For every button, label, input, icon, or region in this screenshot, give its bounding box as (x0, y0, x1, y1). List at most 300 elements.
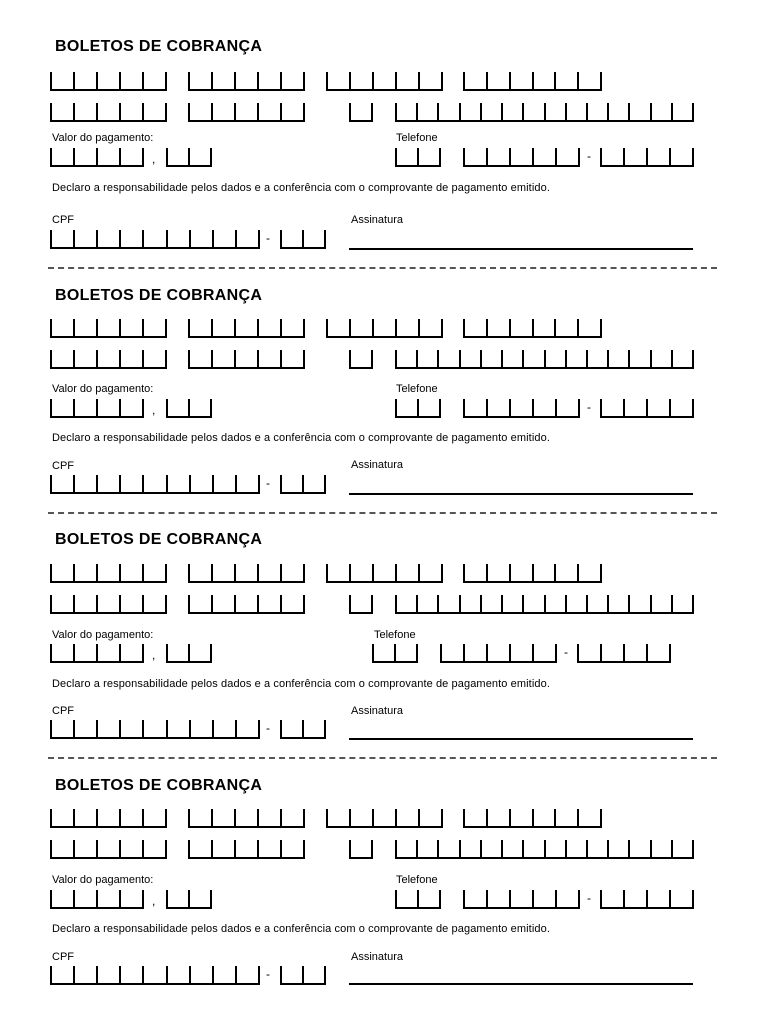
valor-cents-field[interactable] (166, 148, 212, 167)
box-divider (565, 840, 567, 857)
box-divider (50, 840, 52, 857)
box-divider (522, 595, 524, 612)
box-divider (142, 148, 144, 165)
box-divider (522, 840, 524, 857)
box-divider (600, 399, 602, 416)
box-divider (692, 399, 694, 416)
box-divider (600, 564, 602, 581)
code-field-4[interactable] (463, 564, 602, 583)
box-divider (586, 103, 588, 120)
box-divider (212, 475, 214, 492)
form-title: BOLETOS DE COBRANÇA (55, 531, 263, 548)
box-divider (280, 564, 282, 581)
box-divider (166, 966, 168, 983)
box-divider (96, 809, 98, 826)
box-divider (50, 319, 52, 336)
box-divider (73, 890, 75, 907)
box-divider (280, 809, 282, 826)
box-divider (50, 399, 52, 416)
cpf-label: CPF (52, 214, 74, 226)
form-title: BOLETOS DE COBRANÇA (55, 287, 263, 304)
code-field-5[interactable] (50, 103, 167, 122)
box-divider (623, 644, 625, 661)
cpf-digit-field[interactable] (280, 720, 326, 739)
telefone-suffix-field[interactable] (600, 148, 694, 167)
code-field-7[interactable] (349, 595, 373, 614)
box-divider (280, 840, 282, 857)
code-field-7[interactable] (349, 350, 373, 369)
box-divider (234, 809, 236, 826)
box-divider (577, 644, 579, 661)
box-divider (544, 103, 546, 120)
telefone-prefix-field[interactable] (463, 890, 580, 909)
code-field-8[interactable] (395, 840, 694, 859)
box-divider (165, 72, 167, 89)
box-divider (303, 350, 305, 367)
box-divider (417, 890, 419, 907)
telefone-ddd-field[interactable] (372, 644, 418, 663)
box-divider (623, 399, 625, 416)
box-divider (142, 72, 144, 89)
box-divider (349, 72, 351, 89)
box-divider (50, 595, 52, 612)
box-divider (50, 644, 52, 661)
box-divider (372, 72, 374, 89)
box-divider (235, 720, 237, 737)
box-divider (165, 319, 167, 336)
box-divider (211, 840, 213, 857)
box-divider (119, 399, 121, 416)
telefone-prefix-field[interactable] (440, 644, 557, 663)
box-divider (302, 720, 304, 737)
box-divider (166, 644, 168, 661)
box-divider (509, 564, 511, 581)
code-field-2[interactable] (188, 809, 305, 828)
code-field-4[interactable] (463, 319, 602, 338)
box-divider (326, 564, 328, 581)
box-divider (119, 475, 121, 492)
code-field-6[interactable] (188, 840, 305, 859)
box-divider (554, 319, 556, 336)
box-divider (142, 966, 144, 983)
code-field-8[interactable] (395, 595, 694, 614)
box-divider (486, 148, 488, 165)
code-field-5[interactable] (50, 350, 167, 369)
box-divider (211, 350, 213, 367)
box-divider (600, 809, 602, 826)
box-divider (600, 319, 602, 336)
telefone-ddd-field[interactable] (395, 148, 441, 167)
code-field-3[interactable] (326, 564, 443, 583)
box-divider (544, 595, 546, 612)
box-divider (441, 809, 443, 826)
box-divider (440, 644, 442, 661)
box-divider (532, 890, 534, 907)
box-divider (509, 644, 511, 661)
box-divider (73, 103, 75, 120)
box-divider (600, 72, 602, 89)
box-divider (96, 720, 98, 737)
valor-comma: , (152, 403, 156, 417)
box-divider (394, 644, 396, 661)
telefone-prefix-field[interactable] (463, 399, 580, 418)
box-divider (692, 890, 694, 907)
valor-label: Valor do pagamento: (52, 629, 154, 641)
valor-integer-field[interactable] (50, 890, 144, 909)
box-divider (142, 564, 144, 581)
valor-integer-field[interactable] (50, 399, 144, 418)
valor-cents-field[interactable] (166, 644, 212, 663)
box-divider (565, 103, 567, 120)
box-divider (418, 564, 420, 581)
cpf-field[interactable] (50, 230, 260, 249)
box-divider (165, 350, 167, 367)
box-divider (235, 966, 237, 983)
box-divider (486, 72, 488, 89)
box-divider (119, 103, 121, 120)
box-divider (554, 564, 556, 581)
box-divider (165, 564, 167, 581)
box-divider (417, 148, 419, 165)
valor-label: Valor do pagamento: (52, 132, 154, 144)
assinatura-label: Assinatura (351, 459, 403, 471)
box-divider (480, 595, 482, 612)
code-field-3[interactable] (326, 319, 443, 338)
code-field-3[interactable] (326, 72, 443, 91)
assinatura-label: Assinatura (351, 214, 403, 226)
cpf-digit-field[interactable] (280, 966, 326, 985)
box-divider (501, 103, 503, 120)
box-divider (50, 890, 52, 907)
code-field-1[interactable] (50, 809, 167, 828)
box-divider (437, 595, 439, 612)
telefone-label: Telefone (396, 132, 438, 144)
cpf-label: CPF (52, 705, 74, 717)
box-divider (326, 72, 328, 89)
valor-label: Valor do pagamento: (52, 383, 154, 395)
box-divider (372, 564, 374, 581)
code-field-6[interactable] (188, 103, 305, 122)
box-divider (555, 148, 557, 165)
box-divider (577, 564, 579, 581)
box-divider (439, 890, 441, 907)
code-field-1[interactable] (50, 319, 167, 338)
box-divider (188, 103, 190, 120)
box-divider (235, 475, 237, 492)
signature-line[interactable] (349, 983, 693, 985)
box-divider (188, 595, 190, 612)
box-divider (303, 809, 305, 826)
box-divider (188, 890, 190, 907)
code-field-2[interactable] (188, 72, 305, 91)
box-divider (372, 809, 374, 826)
box-divider (280, 319, 282, 336)
box-divider (607, 595, 609, 612)
box-divider (650, 103, 652, 120)
box-divider (586, 350, 588, 367)
box-divider (439, 148, 441, 165)
code-field-5[interactable] (50, 840, 167, 859)
box-divider (303, 319, 305, 336)
cpf-label: CPF (52, 951, 74, 963)
box-divider (349, 840, 351, 857)
box-divider (501, 595, 503, 612)
box-divider (96, 644, 98, 661)
box-divider (669, 644, 671, 661)
box-divider (188, 72, 190, 89)
box-divider (416, 644, 418, 661)
box-divider (258, 966, 260, 983)
box-divider (188, 399, 190, 416)
box-divider (646, 148, 648, 165)
box-divider (258, 720, 260, 737)
box-divider (349, 350, 351, 367)
box-divider (119, 72, 121, 89)
code-field-6[interactable] (188, 350, 305, 369)
box-divider (96, 890, 98, 907)
box-divider (257, 319, 259, 336)
telefone-suffix-field[interactable] (600, 890, 694, 909)
box-divider (50, 103, 52, 120)
box-divider (509, 72, 511, 89)
box-divider (416, 595, 418, 612)
code-field-4[interactable] (463, 72, 602, 91)
box-divider (486, 564, 488, 581)
box-divider (50, 809, 52, 826)
valor-label: Valor do pagamento: (52, 874, 154, 886)
code-field-8[interactable] (395, 103, 694, 122)
box-divider (371, 103, 373, 120)
box-divider (509, 148, 511, 165)
box-divider (73, 72, 75, 89)
box-divider (509, 399, 511, 416)
box-divider (441, 564, 443, 581)
box-divider (395, 350, 397, 367)
cpf-dash: - (266, 721, 270, 735)
valor-cents-field[interactable] (166, 890, 212, 909)
box-divider (210, 644, 212, 661)
code-field-8[interactable] (395, 350, 694, 369)
box-divider (119, 230, 121, 247)
box-divider (416, 350, 418, 367)
box-divider (628, 350, 630, 367)
box-divider (554, 809, 556, 826)
box-divider (578, 399, 580, 416)
box-divider (607, 350, 609, 367)
box-divider (326, 319, 328, 336)
box-divider (463, 890, 465, 907)
code-field-2[interactable] (188, 319, 305, 338)
box-divider (211, 319, 213, 336)
box-divider (234, 103, 236, 120)
code-field-2[interactable] (188, 564, 305, 583)
box-divider (188, 350, 190, 367)
box-divider (119, 319, 121, 336)
box-divider (692, 350, 694, 367)
box-divider (142, 399, 144, 416)
box-divider (650, 350, 652, 367)
box-divider (212, 720, 214, 737)
code-field-7[interactable] (349, 103, 373, 122)
code-field-1[interactable] (50, 564, 167, 583)
valor-comma: , (152, 648, 156, 662)
box-divider (73, 350, 75, 367)
box-divider (96, 103, 98, 120)
box-divider (324, 475, 326, 492)
cpf-digit-field[interactable] (280, 230, 326, 249)
valor-integer-field[interactable] (50, 148, 144, 167)
box-divider (142, 475, 144, 492)
box-divider (142, 644, 144, 661)
telefone-ddd-field[interactable] (395, 890, 441, 909)
boleto-form-1 (0, 0, 768, 246)
box-divider (371, 840, 373, 857)
telefone-dash: - (564, 645, 568, 659)
box-divider (50, 350, 52, 367)
box-divider (96, 966, 98, 983)
valor-integer-field[interactable] (50, 644, 144, 663)
box-divider (577, 72, 579, 89)
box-divider (509, 319, 511, 336)
cpf-field[interactable] (50, 720, 260, 739)
telefone-label: Telefone (396, 874, 438, 886)
box-divider (280, 720, 282, 737)
box-divider (441, 72, 443, 89)
box-divider (463, 809, 465, 826)
code-field-3[interactable] (326, 809, 443, 828)
code-field-7[interactable] (349, 840, 373, 859)
box-divider (669, 890, 671, 907)
box-divider (395, 890, 397, 907)
box-divider (280, 350, 282, 367)
telefone-prefix-field[interactable] (463, 148, 580, 167)
box-divider (73, 644, 75, 661)
box-divider (578, 148, 580, 165)
box-divider (234, 72, 236, 89)
box-divider (234, 840, 236, 857)
box-divider (463, 72, 465, 89)
box-divider (119, 644, 121, 661)
box-divider (257, 103, 259, 120)
box-divider (50, 230, 52, 247)
valor-cents-field[interactable] (166, 399, 212, 418)
box-divider (349, 809, 351, 826)
telefone-suffix-field[interactable] (577, 644, 671, 663)
box-divider (119, 595, 121, 612)
box-divider (586, 840, 588, 857)
box-divider (73, 840, 75, 857)
cpf-field[interactable] (50, 475, 260, 494)
code-field-5[interactable] (50, 595, 167, 614)
box-divider (96, 595, 98, 612)
box-divider (257, 809, 259, 826)
box-divider (96, 148, 98, 165)
box-divider (165, 809, 167, 826)
box-divider (395, 399, 397, 416)
box-divider (188, 319, 190, 336)
box-divider (395, 319, 397, 336)
box-divider (554, 72, 556, 89)
box-divider (165, 595, 167, 612)
box-divider (509, 890, 511, 907)
box-divider (532, 399, 534, 416)
assinatura-label: Assinatura (351, 951, 403, 963)
telefone-ddd-field[interactable] (395, 399, 441, 418)
box-divider (532, 148, 534, 165)
box-divider (96, 564, 98, 581)
box-divider (188, 809, 190, 826)
declaration-text: Declaro a responsabilidade pelos dados e a conferência com o comprovante de pagamento emitido. (52, 182, 550, 194)
box-divider (119, 350, 121, 367)
box-divider (50, 475, 52, 492)
box-divider (600, 148, 602, 165)
box-divider (73, 230, 75, 247)
assinatura-label: Assinatura (351, 705, 403, 717)
box-divider (165, 840, 167, 857)
boleto-form-4 (0, 740, 768, 986)
box-divider (234, 319, 236, 336)
box-divider (96, 319, 98, 336)
box-divider (73, 595, 75, 612)
box-divider (257, 564, 259, 581)
code-field-4[interactable] (463, 809, 602, 828)
box-divider (73, 399, 75, 416)
box-divider (372, 319, 374, 336)
box-divider (73, 564, 75, 581)
box-divider (50, 720, 52, 737)
box-divider (119, 966, 121, 983)
code-field-1[interactable] (50, 72, 167, 91)
box-divider (234, 350, 236, 367)
box-divider (418, 809, 420, 826)
box-divider (210, 890, 212, 907)
box-divider (671, 103, 673, 120)
box-divider (326, 809, 328, 826)
box-divider (395, 595, 397, 612)
code-field-6[interactable] (188, 595, 305, 614)
box-divider (577, 319, 579, 336)
box-divider (650, 595, 652, 612)
telefone-suffix-field[interactable] (600, 399, 694, 418)
box-divider (692, 148, 694, 165)
box-divider (501, 350, 503, 367)
box-divider (486, 399, 488, 416)
declaration-text: Declaro a responsabilidade pelos dados e a conferência com o comprovante de pagamento emitido. (52, 678, 550, 690)
box-divider (418, 72, 420, 89)
cpf-field[interactable] (50, 966, 260, 985)
box-divider (586, 595, 588, 612)
box-divider (555, 644, 557, 661)
box-divider (50, 966, 52, 983)
box-divider (486, 319, 488, 336)
box-divider (166, 890, 168, 907)
cpf-digit-field[interactable] (280, 475, 326, 494)
box-divider (142, 595, 144, 612)
box-divider (303, 72, 305, 89)
box-divider (211, 595, 213, 612)
box-divider (522, 103, 524, 120)
box-divider (607, 103, 609, 120)
box-divider (522, 350, 524, 367)
box-divider (463, 148, 465, 165)
cpf-label: CPF (52, 460, 74, 472)
box-divider (119, 890, 121, 907)
telefone-label: Telefone (396, 383, 438, 395)
box-divider (166, 399, 168, 416)
box-divider (166, 475, 168, 492)
box-divider (463, 564, 465, 581)
box-divider (324, 230, 326, 247)
